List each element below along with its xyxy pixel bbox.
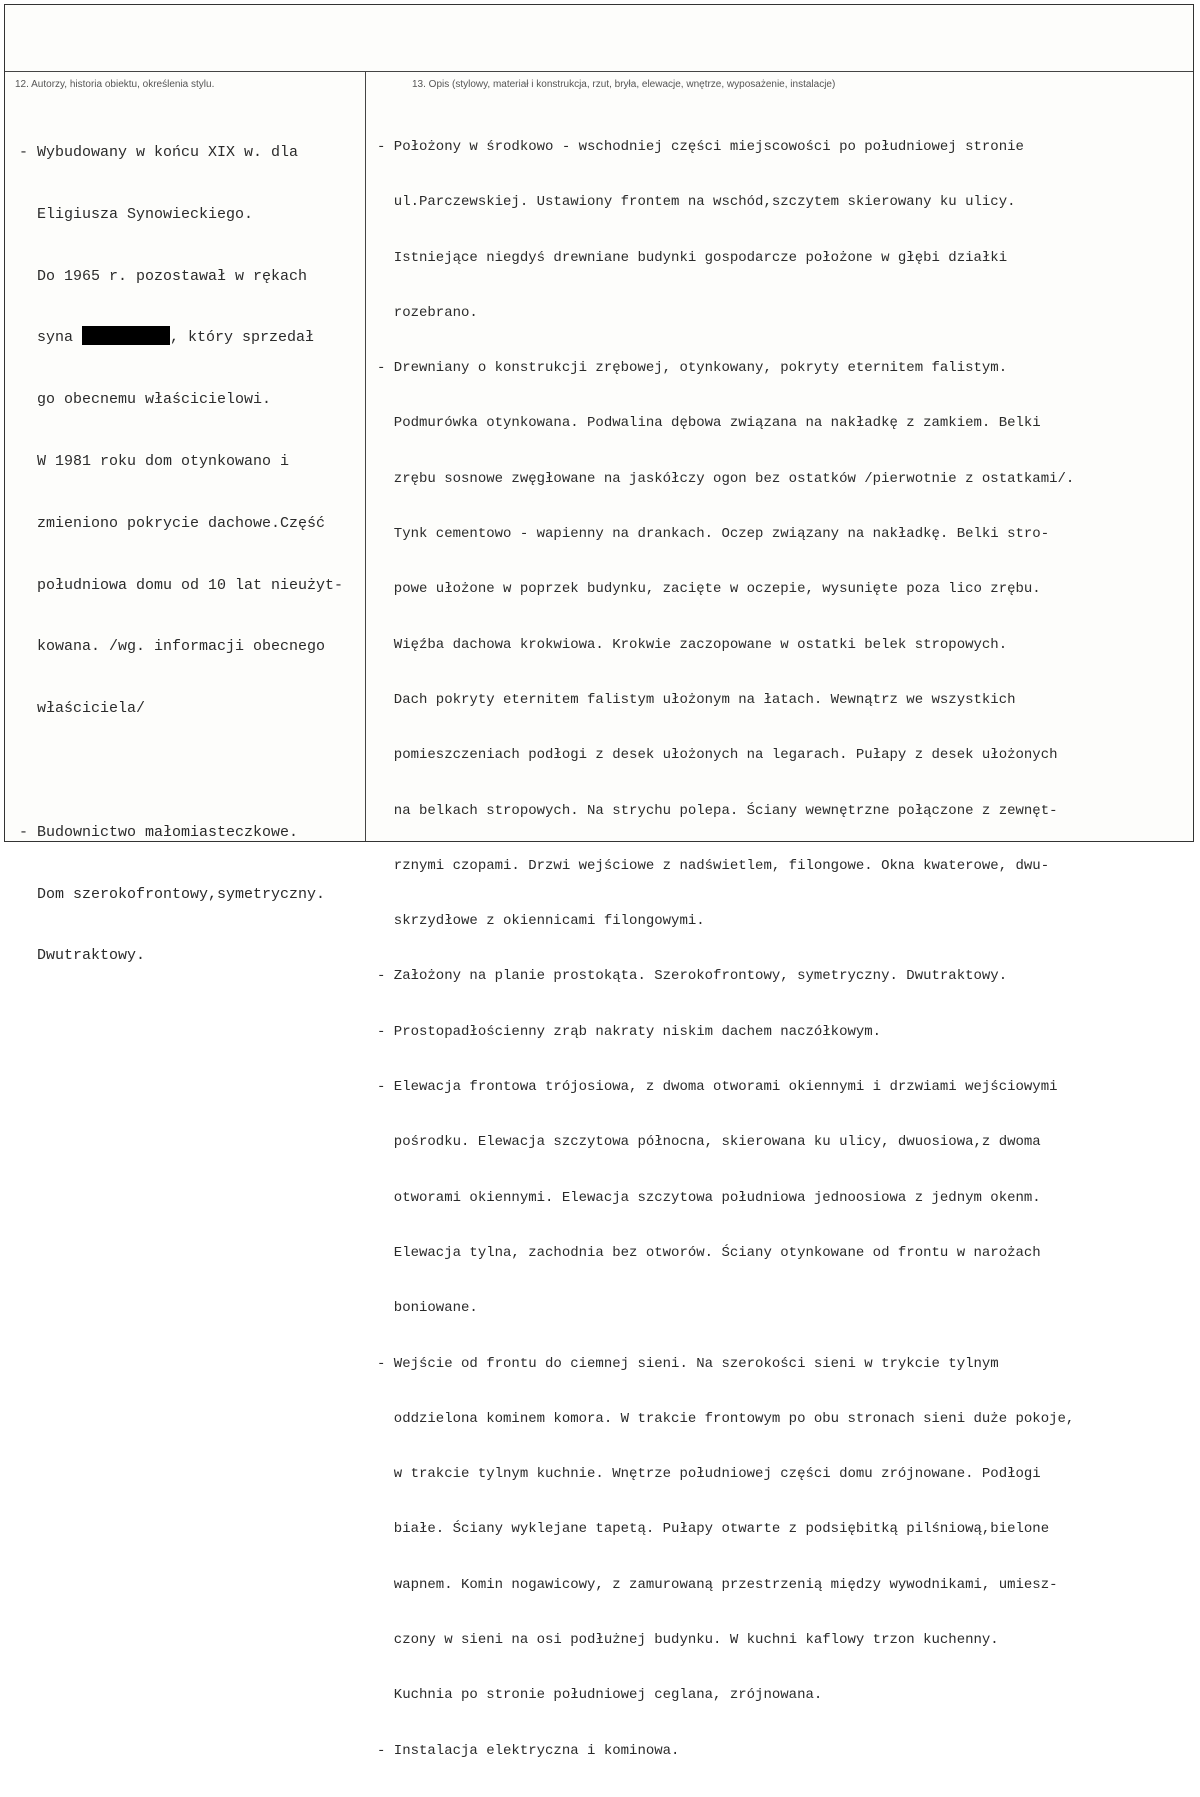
text-line: zmieniono pokrycie dachowe.Część <box>19 514 326 532</box>
text-line: go obecnemu właścicielowi. <box>19 391 272 409</box>
text-line: kowana. /wg. informacji obecnego <box>19 638 326 656</box>
text-line: Dom szerokofrontowy,symetryczny. <box>19 885 326 903</box>
text-line: Do 1965 r. pozostawał w rękach <box>19 267 308 285</box>
column-divider <box>365 71 366 841</box>
text-line: ul.Parczewskiej. Ustawiony frontem na wschód,szczytem skierowany ku ulicy. <box>377 194 1016 211</box>
text-line: - Drewniany o konstrukcji zrębowej, otynkowany, pokryty eternitem falistym. <box>377 360 1008 377</box>
description-column <box>377 102 1191 1797</box>
text-line: boniowane. <box>377 1300 478 1317</box>
text-line: - Instalacja elektryczna i kominowa. <box>377 1742 680 1759</box>
text-line: Istniejące niegdyś drewniane budynki gospodarcze położone w głębi działki <box>377 249 1008 266</box>
text-line: W 1981 roku dom otynkowano i <box>19 452 290 470</box>
text-line: na belkach stropowych. Na strychu polepa. Ściany wewnętrzne połączone z zewnęt- <box>377 802 1058 819</box>
history-column <box>19 104 361 1005</box>
text-line: pomieszczeniach podłogi z desek ułożonych na legarach. Pułapy z desek ułożonych <box>377 747 1058 764</box>
text-line: pośrodku. Elewacja szczytowa północna, skierowana ku ulicy, dwuosiowa,z dwoma <box>377 1134 1041 1151</box>
text-line: w trakcie tylnym kuchnie. Wnętrze południowej części domu zrójnowane. Podłogi <box>377 1466 1041 1483</box>
section-13-header: 13. Opis (stylowy, materiał i konstrukcja, rzut, bryła, elewacje, wnętrze, wyposażenie, instalacje) <box>412 79 836 90</box>
text-line: właściciela/ <box>19 700 146 718</box>
text-line: czony w sieni na osi podłużnej budynku. W kuchni kaflowy trzon kuchenny. <box>377 1632 999 1649</box>
text-line: oddzielona kominem komora. W trakcie frontowym po obu stronach sieni duże pokoje, <box>377 1410 1075 1427</box>
text-line: Więźba dachowa krokwiowa. Krokwie zaczopowane w ostatki belek stropowych. <box>377 636 1008 653</box>
redaction-bar <box>82 326 170 345</box>
text-line: - Prostopadłościenny zrąb nakraty niskim dachem naczółkowym. <box>377 1023 882 1040</box>
text-line: - Wejście od frontu do ciemnej sieni. Na szerokości sieni w trykcie tylnym <box>377 1355 999 1372</box>
text-line-with-redaction <box>19 325 361 351</box>
text-line: - Budownictwo małomiasteczkowe. <box>19 823 299 841</box>
text-line: - Elewacja frontowa trójosiowa, z dwoma otworami okiennymi i drzwiami wejściowymi <box>377 1079 1058 1096</box>
text-line: Dach pokryty eternitem falistym ułożonym na łatach. Wewnątrz we wszystkich <box>377 691 1016 708</box>
text-line: Podmurówka otynkowana. Podwalina dębowa związana na nakładkę z zamkiem. Belki <box>377 415 1041 432</box>
text-line: - Wybudowany w końcu XIX w. dla <box>19 144 299 161</box>
text-fragment: syna <box>19 329 74 347</box>
text-fragment: , który sprzedał <box>170 329 315 347</box>
text-line: rznymi czopami. Drzwi wejściowe z nadświetlem, filongowe. Okna kwaterowe, dwu- <box>377 857 1050 874</box>
text-line: otworami okiennymi. Elewacja szczytowa południowa jednoosiowa z jednym okenm. <box>377 1189 1041 1206</box>
text-line: białe. Ściany wyklejane tapetą. Pułapy otwarte z podsiębitką pilśniową,bielone <box>377 1521 1050 1538</box>
document-card <box>4 4 1194 1759</box>
text-line: - Położony w środkowo - wschodniej części miejscowości po południowej stronie <box>377 139 1024 155</box>
text-line: Dwutraktowy. <box>19 947 146 965</box>
text-line: zrębu sosnowe zwęgłowane na jaskółczy ogon bez ostatków /pierwotnie z ostatkami/. <box>377 470 1075 487</box>
text-line: południowa domu od 10 lat nieużyt- <box>19 576 344 594</box>
text-line: Kuchnia po stronie południowej ceglana, zrójnowana. <box>377 1687 823 1704</box>
header-rule <box>5 71 1193 72</box>
text-line: skrzydłowe z okiennicami filongowymi. <box>377 913 705 930</box>
text-line: rozebrano. <box>377 304 478 321</box>
text-line: powe ułożone w poprzek budynku, zacięte w oczepie, wysunięte poza lico zrębu. <box>377 581 1041 598</box>
section-12-header: 12. Autorzy, historia obiektu, określenia stylu. <box>15 79 215 90</box>
text-line: Elewacja tylna, zachodnia bez otworów. Ściany otynkowane od frontu w narożach <box>377 1244 1041 1261</box>
text-line: wapnem. Komin nogawicowy, z zamurowaną przestrzenią między wywodnikami, umiesz- <box>377 1576 1058 1593</box>
text-line: - Założony na planie prostokąta. Szerokofrontowy, symetryczny. Dwutraktowy. <box>377 968 1008 985</box>
text-line: Eligiusza Synowieckiego. <box>19 205 254 223</box>
text-line: Tynk cementowo - wapienny na drankach. Oczep związany na nakładkę. Belki stro- <box>377 526 1050 543</box>
